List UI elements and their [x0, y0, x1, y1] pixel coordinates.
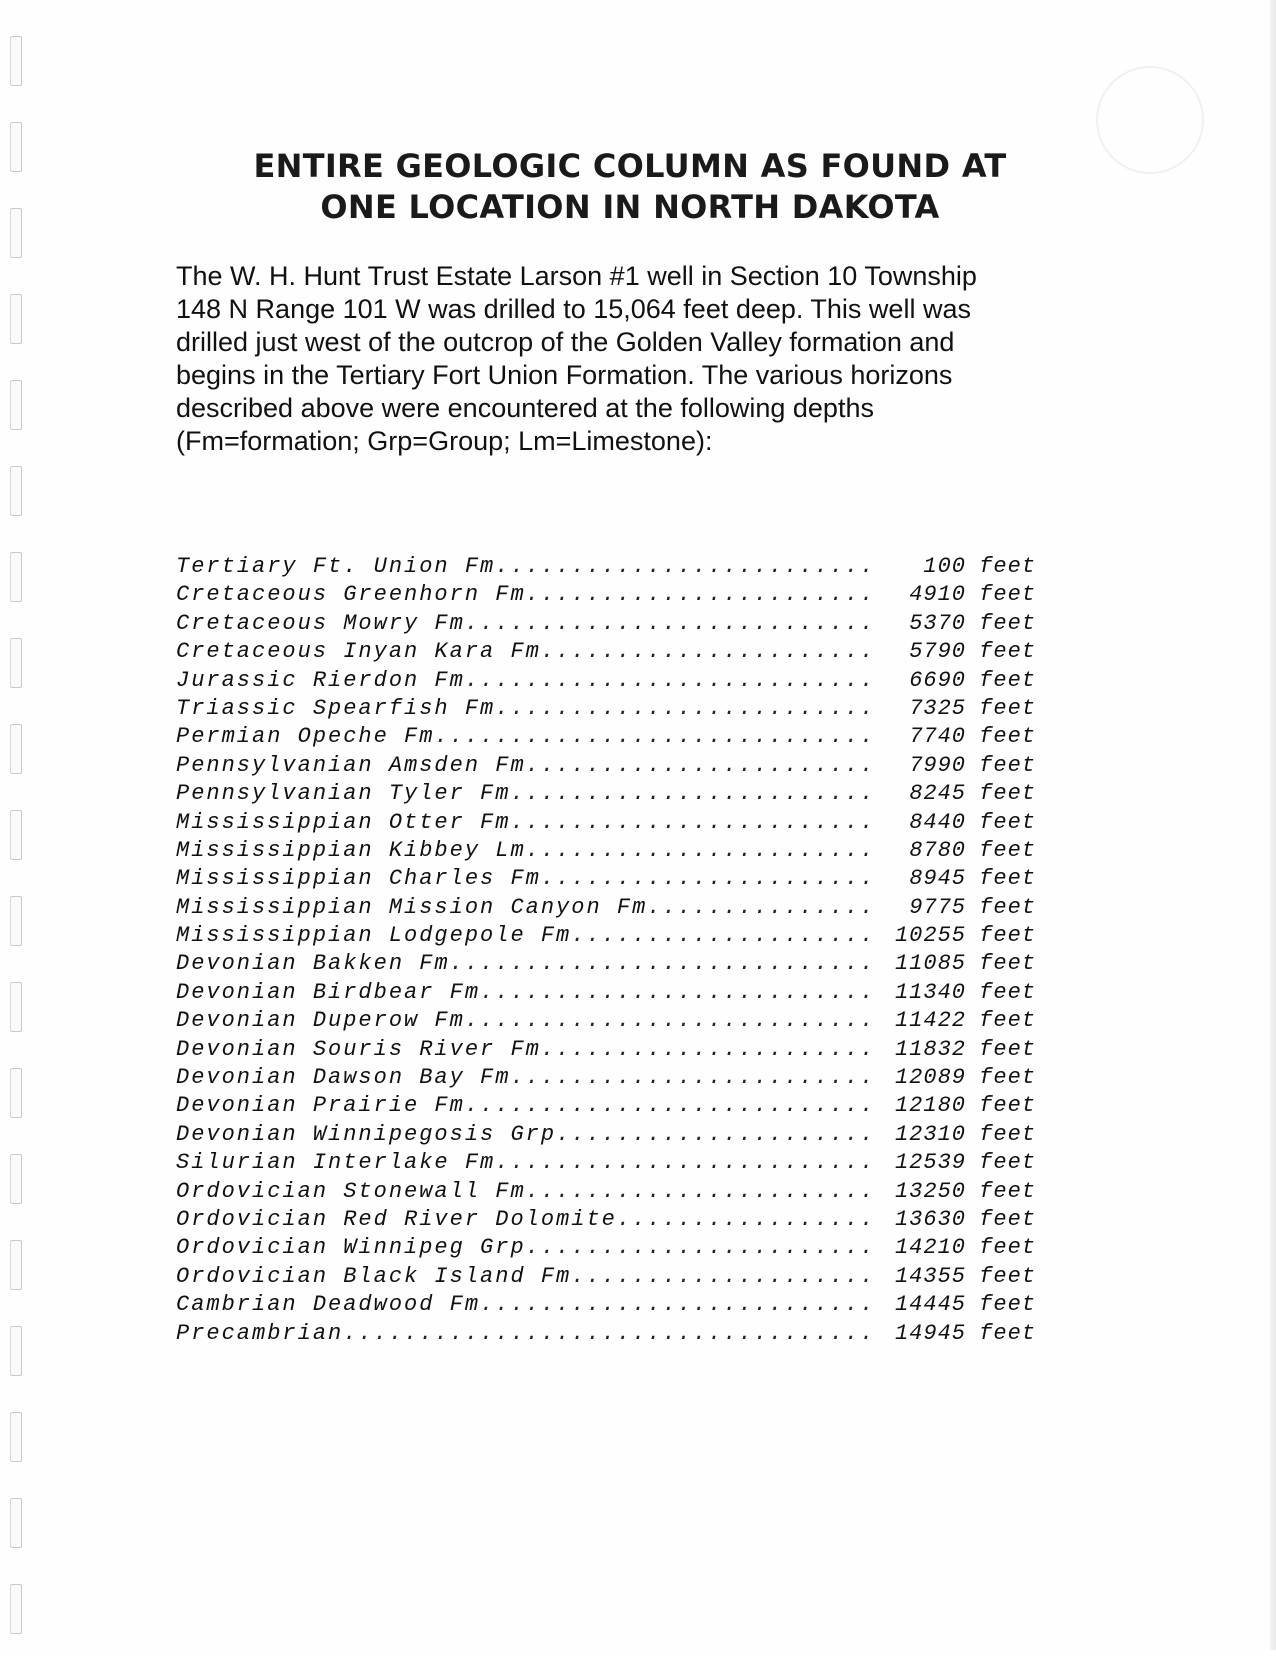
- formation-depth: 4910: [909, 582, 966, 608]
- depth-unit: feet: [979, 866, 1036, 892]
- formation-depth: 5790: [909, 639, 966, 665]
- dot-leader: [617, 1206, 876, 1234]
- dot-leader: [480, 1291, 876, 1319]
- formation-depth: 7990: [909, 752, 966, 778]
- depth-unit: feet: [979, 837, 1036, 863]
- formation-row: [176, 752, 1036, 780]
- dot-leader: [541, 1036, 876, 1064]
- formation-name: Pennsylvanian Tyler Fm: [176, 781, 511, 807]
- dot-leader: [526, 837, 876, 865]
- formation-name: Cretaceous Mowry Fm: [176, 610, 465, 636]
- formation-row: [176, 638, 1036, 666]
- depth-unit: feet: [979, 809, 1036, 835]
- formation-depth: 5370: [909, 610, 966, 636]
- binding-hole: [10, 1154, 22, 1204]
- intro-line: 148 N Range 101 W was drilled to 15,064 feet deep. This well was: [176, 294, 971, 324]
- depth-unit: feet: [979, 724, 1036, 750]
- formation-depth: 7325: [909, 695, 966, 721]
- formation-depth: 8440: [909, 809, 966, 835]
- depth-unit: feet: [979, 667, 1036, 693]
- depth-unit: feet: [979, 582, 1036, 608]
- formation-row: [176, 894, 1036, 922]
- formation-name: Ordovician Stonewall Fm: [176, 1178, 526, 1204]
- formation-row: [176, 1121, 1036, 1149]
- title-line: ENTIRE GEOLOGIC COLUMN AS FOUND AT: [253, 147, 1007, 185]
- dot-leader: [480, 979, 876, 1007]
- depth-unit: feet: [979, 1150, 1036, 1176]
- depth-unit: feet: [979, 781, 1036, 807]
- formation-name: Mississippian Mission Canyon Fm: [176, 894, 648, 920]
- binding-hole: [10, 552, 22, 602]
- intro-line: The W. H. Hunt Trust Estate Larson #1 well in Section 10 Township: [176, 261, 977, 291]
- intro-line: described above were encountered at the following depths: [176, 393, 874, 423]
- dot-leader: [465, 1092, 876, 1120]
- binding-hole: [10, 638, 22, 688]
- formation-row: [176, 1320, 1036, 1348]
- formation-depth: 13250: [894, 1178, 966, 1204]
- formation-depth: 8780: [909, 837, 966, 863]
- formation-row: [176, 922, 1036, 950]
- formation-depth: 14945: [894, 1320, 966, 1346]
- formation-depth: 8945: [909, 866, 966, 892]
- formation-depth: 12089: [894, 1065, 966, 1091]
- page-title: [140, 146, 1120, 228]
- formation-row: [176, 809, 1036, 837]
- formation-name: Devonian Bakken Fm: [176, 951, 450, 977]
- formation-row: [176, 1263, 1036, 1291]
- dot-leader: [571, 922, 876, 950]
- formation-row: [176, 610, 1036, 638]
- binding-hole: [10, 36, 22, 86]
- formation-row: [176, 1092, 1036, 1120]
- depth-unit: feet: [979, 979, 1036, 1005]
- depth-unit: feet: [979, 1263, 1036, 1289]
- binding-hole: [10, 1240, 22, 1290]
- formation-name: Ordovician Black Island Fm: [176, 1263, 572, 1289]
- depth-unit: feet: [979, 554, 1036, 579]
- binding-hole: [10, 810, 22, 860]
- depth-unit: feet: [979, 951, 1036, 977]
- dot-leader: [510, 809, 876, 837]
- formation-depth-list: [176, 553, 1036, 1348]
- depth-unit: feet: [979, 1065, 1036, 1091]
- dot-leader: [510, 1064, 876, 1092]
- dot-leader: [526, 581, 876, 609]
- binding-hole: [10, 466, 22, 516]
- formation-row: [176, 1178, 1036, 1206]
- formation-row: [176, 1064, 1036, 1092]
- binding-hole: [10, 1326, 22, 1376]
- formation-depth: 8245: [909, 781, 966, 807]
- formation-row: [176, 1206, 1036, 1234]
- formation-depth: 12180: [894, 1093, 966, 1119]
- dot-leader: [556, 1121, 876, 1149]
- dot-leader: [495, 695, 876, 723]
- depth-unit: feet: [979, 1320, 1036, 1346]
- formation-row: [176, 667, 1036, 695]
- formation-name: Devonian Birdbear Fm: [176, 979, 481, 1005]
- formation-row: [176, 1291, 1036, 1319]
- formation-depth: 7740: [909, 724, 966, 750]
- formation-name: Pennsylvanian Amsden Fm: [176, 752, 526, 778]
- formation-name: Jurassic Rierdon Fm: [176, 667, 465, 693]
- depth-unit: feet: [979, 1292, 1036, 1318]
- dot-leader: [526, 1234, 876, 1262]
- binding-hole: [10, 294, 22, 344]
- formation-depth: 100: [923, 554, 966, 579]
- formation-row: [176, 1149, 1036, 1177]
- formation-name: Devonian Souris River Fm: [176, 1036, 541, 1062]
- dot-leader: [450, 950, 876, 978]
- depth-unit: feet: [979, 894, 1036, 920]
- formation-name: Ordovician Red River Dolomite: [176, 1206, 617, 1232]
- binding-hole: [10, 208, 22, 258]
- formation-name: Precambrian: [176, 1320, 344, 1346]
- intro-line: drilled just west of the outcrop of the Golden Valley formation and: [176, 327, 955, 357]
- binding-hole: [10, 1412, 22, 1462]
- formation-row: [176, 1036, 1036, 1064]
- formation-depth: 10255: [894, 923, 966, 949]
- formation-name: Ordovician Winnipeg Grp: [176, 1235, 526, 1261]
- dot-leader: [541, 638, 876, 666]
- formation-row: [176, 865, 1036, 893]
- binding-hole: [10, 1584, 22, 1634]
- intro-line: begins in the Tertiary Fort Union Formation. The various horizons: [176, 360, 953, 390]
- dot-leader: [510, 780, 876, 808]
- formation-row: [176, 950, 1036, 978]
- dot-leader: [495, 1149, 876, 1177]
- dot-leader: [571, 1263, 876, 1291]
- formation-row: [176, 581, 1036, 609]
- depth-unit: feet: [979, 695, 1036, 721]
- dot-leader: [647, 894, 876, 922]
- dot-leader: [526, 1178, 876, 1206]
- page-edge: [1270, 0, 1276, 1650]
- dot-leader: [526, 752, 876, 780]
- formation-row: [176, 723, 1036, 751]
- formation-row: [176, 979, 1036, 1007]
- formation-depth: 11422: [894, 1008, 966, 1034]
- formation-name: Devonian Prairie Fm: [176, 1093, 465, 1119]
- formation-depth: 9775: [909, 894, 966, 920]
- formation-depth: 11085: [894, 951, 966, 977]
- binding-hole: [10, 896, 22, 946]
- formation-name: Silurian Interlake Fm: [176, 1150, 496, 1176]
- formation-depth: 13630: [894, 1206, 966, 1232]
- formation-row: [176, 780, 1036, 808]
- formation-name: Cambrian Deadwood Fm: [176, 1292, 481, 1318]
- formation-name: Triassic Spearfish Fm: [176, 695, 496, 721]
- depth-unit: feet: [979, 1206, 1036, 1232]
- formation-name: Mississippian Otter Fm: [176, 809, 511, 835]
- formation-depth: 12539: [894, 1150, 966, 1176]
- dot-leader: [495, 553, 876, 581]
- depth-unit: feet: [979, 610, 1036, 636]
- formation-name: Permian Opeche Fm: [176, 724, 435, 750]
- depth-unit: feet: [979, 752, 1036, 778]
- formation-depth: 6690: [909, 667, 966, 693]
- depth-unit: feet: [979, 1036, 1036, 1062]
- depth-unit: feet: [979, 1093, 1036, 1119]
- formation-name: Cretaceous Greenhorn Fm: [176, 582, 526, 608]
- binding-hole: [10, 982, 22, 1032]
- formation-name: Devonian Duperow Fm: [176, 1008, 465, 1034]
- formation-row: [176, 553, 1036, 581]
- formation-name: Mississippian Charles Fm: [176, 866, 541, 892]
- depth-unit: feet: [979, 923, 1036, 949]
- formation-name: Cretaceous Inyan Kara Fm: [176, 639, 541, 665]
- intro-paragraph: [176, 260, 1076, 458]
- title-line: ONE LOCATION IN NORTH DAKOTA: [320, 188, 940, 226]
- formation-depth: 14210: [894, 1235, 966, 1261]
- binding-hole: [10, 1498, 22, 1548]
- formation-depth: 14355: [894, 1263, 966, 1289]
- depth-unit: feet: [979, 1178, 1036, 1204]
- binding-hole: [10, 122, 22, 172]
- formation-name: Mississippian Lodgepole Fm: [176, 923, 572, 949]
- formation-depth: 14445: [894, 1292, 966, 1318]
- dot-leader: [465, 610, 876, 638]
- binding-hole: [10, 1068, 22, 1118]
- formation-name: Tertiary Ft. Union Fm: [176, 554, 496, 579]
- dot-leader: [465, 1007, 876, 1035]
- binding-hole: [10, 380, 22, 430]
- formation-row: [176, 1234, 1036, 1262]
- formation-row: [176, 1007, 1036, 1035]
- formation-depth: 11340: [894, 979, 966, 1005]
- depth-unit: feet: [979, 1235, 1036, 1261]
- binding-holes: [10, 36, 24, 1670]
- depth-unit: feet: [979, 1121, 1036, 1147]
- formation-depth: 12310: [894, 1121, 966, 1147]
- formation-name: Devonian Winnipegosis Grp: [176, 1121, 557, 1147]
- formation-row: [176, 695, 1036, 723]
- dot-leader: [434, 723, 876, 751]
- depth-unit: feet: [979, 639, 1036, 665]
- intro-line: (Fm=formation; Grp=Group; Lm=Limestone):: [176, 426, 713, 456]
- dot-leader: [465, 667, 876, 695]
- formation-name: Devonian Dawson Bay Fm: [176, 1065, 511, 1091]
- formation-row: [176, 837, 1036, 865]
- depth-unit: feet: [979, 1008, 1036, 1034]
- dot-leader: [343, 1320, 876, 1348]
- dot-leader: [541, 865, 876, 893]
- formation-name: Mississippian Kibbey Lm: [176, 837, 526, 863]
- formation-depth: 11832: [894, 1036, 966, 1062]
- binding-hole: [10, 724, 22, 774]
